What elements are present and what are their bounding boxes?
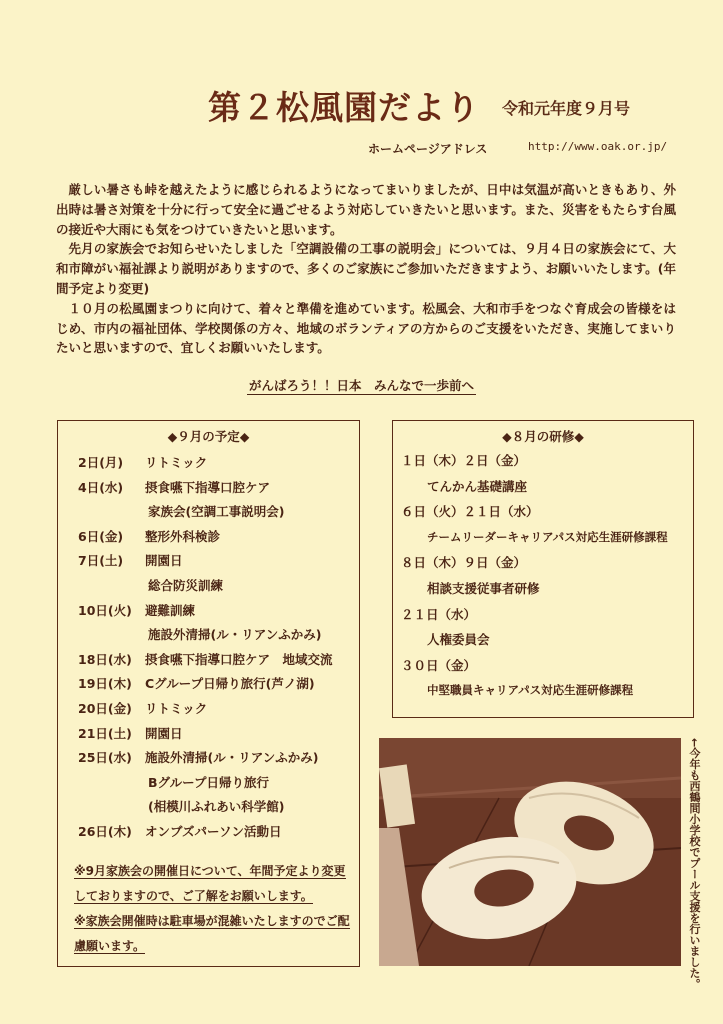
schedule-event: リトミック [145,455,208,470]
schedule-note [74,909,354,959]
schedule-event: Bグループ日帰り旅行 [148,774,270,790]
august-training-box [392,420,694,718]
training-row [393,627,693,653]
schedule-event: 総合防災訓練 [148,577,224,593]
slogan-text: がんばろう！！日本 みんなで一歩前へ [248,378,474,393]
training-course: 相談支援従事者研修 [427,580,540,596]
schedule-row [58,820,359,845]
schedule-row [58,648,359,673]
training-date: ６日（火）２１日（水） [401,504,539,520]
schedule-row [58,697,359,722]
training-date: １日（木）２日（金） [401,453,527,468]
schedule-event: 摂食嚥下指導口腔ケア [145,479,271,495]
training-course: チームリーダーキャリアパス対応生涯研修課程 [427,529,668,544]
schedule-note [74,859,354,909]
slogan [0,376,723,394]
schedule-event: 整形外科検診 [145,528,221,544]
schedule-heading: ◆９月の予定◆ [167,429,250,444]
schedule-date: 4日(水) [78,479,124,495]
schedule-row [58,623,359,648]
training-course: 人権委員会 [427,632,490,648]
float-rings-picture [379,738,681,966]
schedule-date: 20日(金) [78,700,132,716]
schedule-row [58,672,359,697]
training-row [393,653,693,679]
training-row [393,576,693,602]
schedule-date: 19日(木) [78,676,132,692]
schedule-date: 25日(水) [78,750,132,766]
training-course: てんかん基礎講座 [427,478,528,494]
schedule-event: 開園日 [145,725,183,741]
schedule-event: Cグループ日帰り旅行(芦ノ湖) [145,676,315,692]
schedule-event: (相模川ふれあい科学館) [148,799,285,815]
schedule-row [58,599,359,624]
intro-text [56,180,676,358]
schedule-row [58,574,359,599]
training-date: ２１日（水） [401,606,477,622]
training-heading: ◆８月の研修◆ [502,429,584,444]
schedule-row [58,525,359,550]
training-row [393,499,693,525]
homepage-url[interactable]: http://www.oak.or.jp/ [528,140,668,153]
pool-photo [379,738,681,966]
schedule-notes [74,859,354,959]
schedule-event: 開園日 [145,553,183,569]
schedule-date: 2日(月) [78,455,124,470]
training-row [393,602,693,628]
schedule-row [58,771,359,796]
schedule-row [58,476,359,501]
schedule-event: リトミック [145,700,208,716]
intro-paragraph: 先月の家族会でお知らせいたしました「空調設備の工事の説明会」については、９月４日の家族会にて、大和市障がい福祉課より説明がありますので、多くのご家族にご参加いただきますよう、お願いいたします。(年間予定より変更) [56,241,676,296]
schedule-event: 家族会(空調工事説明会) [148,504,285,520]
schedule-date: 18日(水) [78,651,132,667]
training-row [393,448,693,474]
september-schedule-box [57,420,360,967]
schedule-event: 摂食嚥下指導口腔ケア 地域交流 [145,651,333,667]
training-list [393,448,693,704]
training-date: ８日（木）９日（金） [401,555,527,571]
schedule-event: 施設外清掃(ル・リアンふかみ) [145,750,319,766]
schedule-list [58,451,359,845]
schedule-note-text: ※9月家族会の開催日について、年間予定より変更しておりますので、ご了解をお願いします。 [74,864,346,903]
schedule-row [58,500,359,525]
schedule-note-text: ※家族会開催時は駐車場が混雑いたしますのでご配慮願います。 [74,914,350,953]
schedule-date: 21日(土) [78,725,132,741]
training-date: ３０日（金） [401,657,477,673]
homepage-address-label: ホームページアドレス [368,142,488,156]
schedule-row [58,722,359,747]
training-row [393,678,693,704]
intro-paragraph: １０月の松風園まつりに向けて、着々と準備を進めています。松風会、大和市手をつなぐ育成会の皆様をはじめ、市内の福祉団体、学校関係の方々、地域のボランティアの方からのご支援をいただき、実施してまいりたいと思いますので、宜しくお願いいたします。 [56,300,676,356]
schedule-date: 26日(木) [78,823,132,839]
schedule-row [58,795,359,820]
schedule-row [58,746,359,771]
issue-label: 令和元年度９月号 [502,99,631,118]
training-course: 中堅職員キャリアパス対応生涯研修課程 [427,683,634,698]
schedule-event: 避難訓練 [145,602,196,618]
schedule-event: 施設外清掃(ル・リアンふかみ) [148,627,322,643]
schedule-date: 6日(金) [78,528,124,544]
newsletter-title: 第２松風園だより [208,88,480,127]
schedule-date: 7日(土) [78,553,124,569]
training-row [393,525,693,551]
schedule-row [58,549,359,574]
intro-paragraph: 厳しい暑さも峠を越えたように感じられるようになってまいりましたが、日中は気温が高いときもあり、外出時は暑さ対策を十分に行って安全に過ごせるよう対応していきたいと思います。また、災害をもたらす台風の接近や大雨にも気をつけていきたいと思います。 [56,182,676,237]
training-row [393,474,693,500]
schedule-row [58,451,359,476]
training-row [393,550,693,576]
photo-caption: ←今年も西鶴間小学校でプール支援を行いました。 [688,738,701,990]
schedule-date: 10日(火) [78,602,132,618]
schedule-event: オンブズパーソン活動日 [145,823,282,839]
